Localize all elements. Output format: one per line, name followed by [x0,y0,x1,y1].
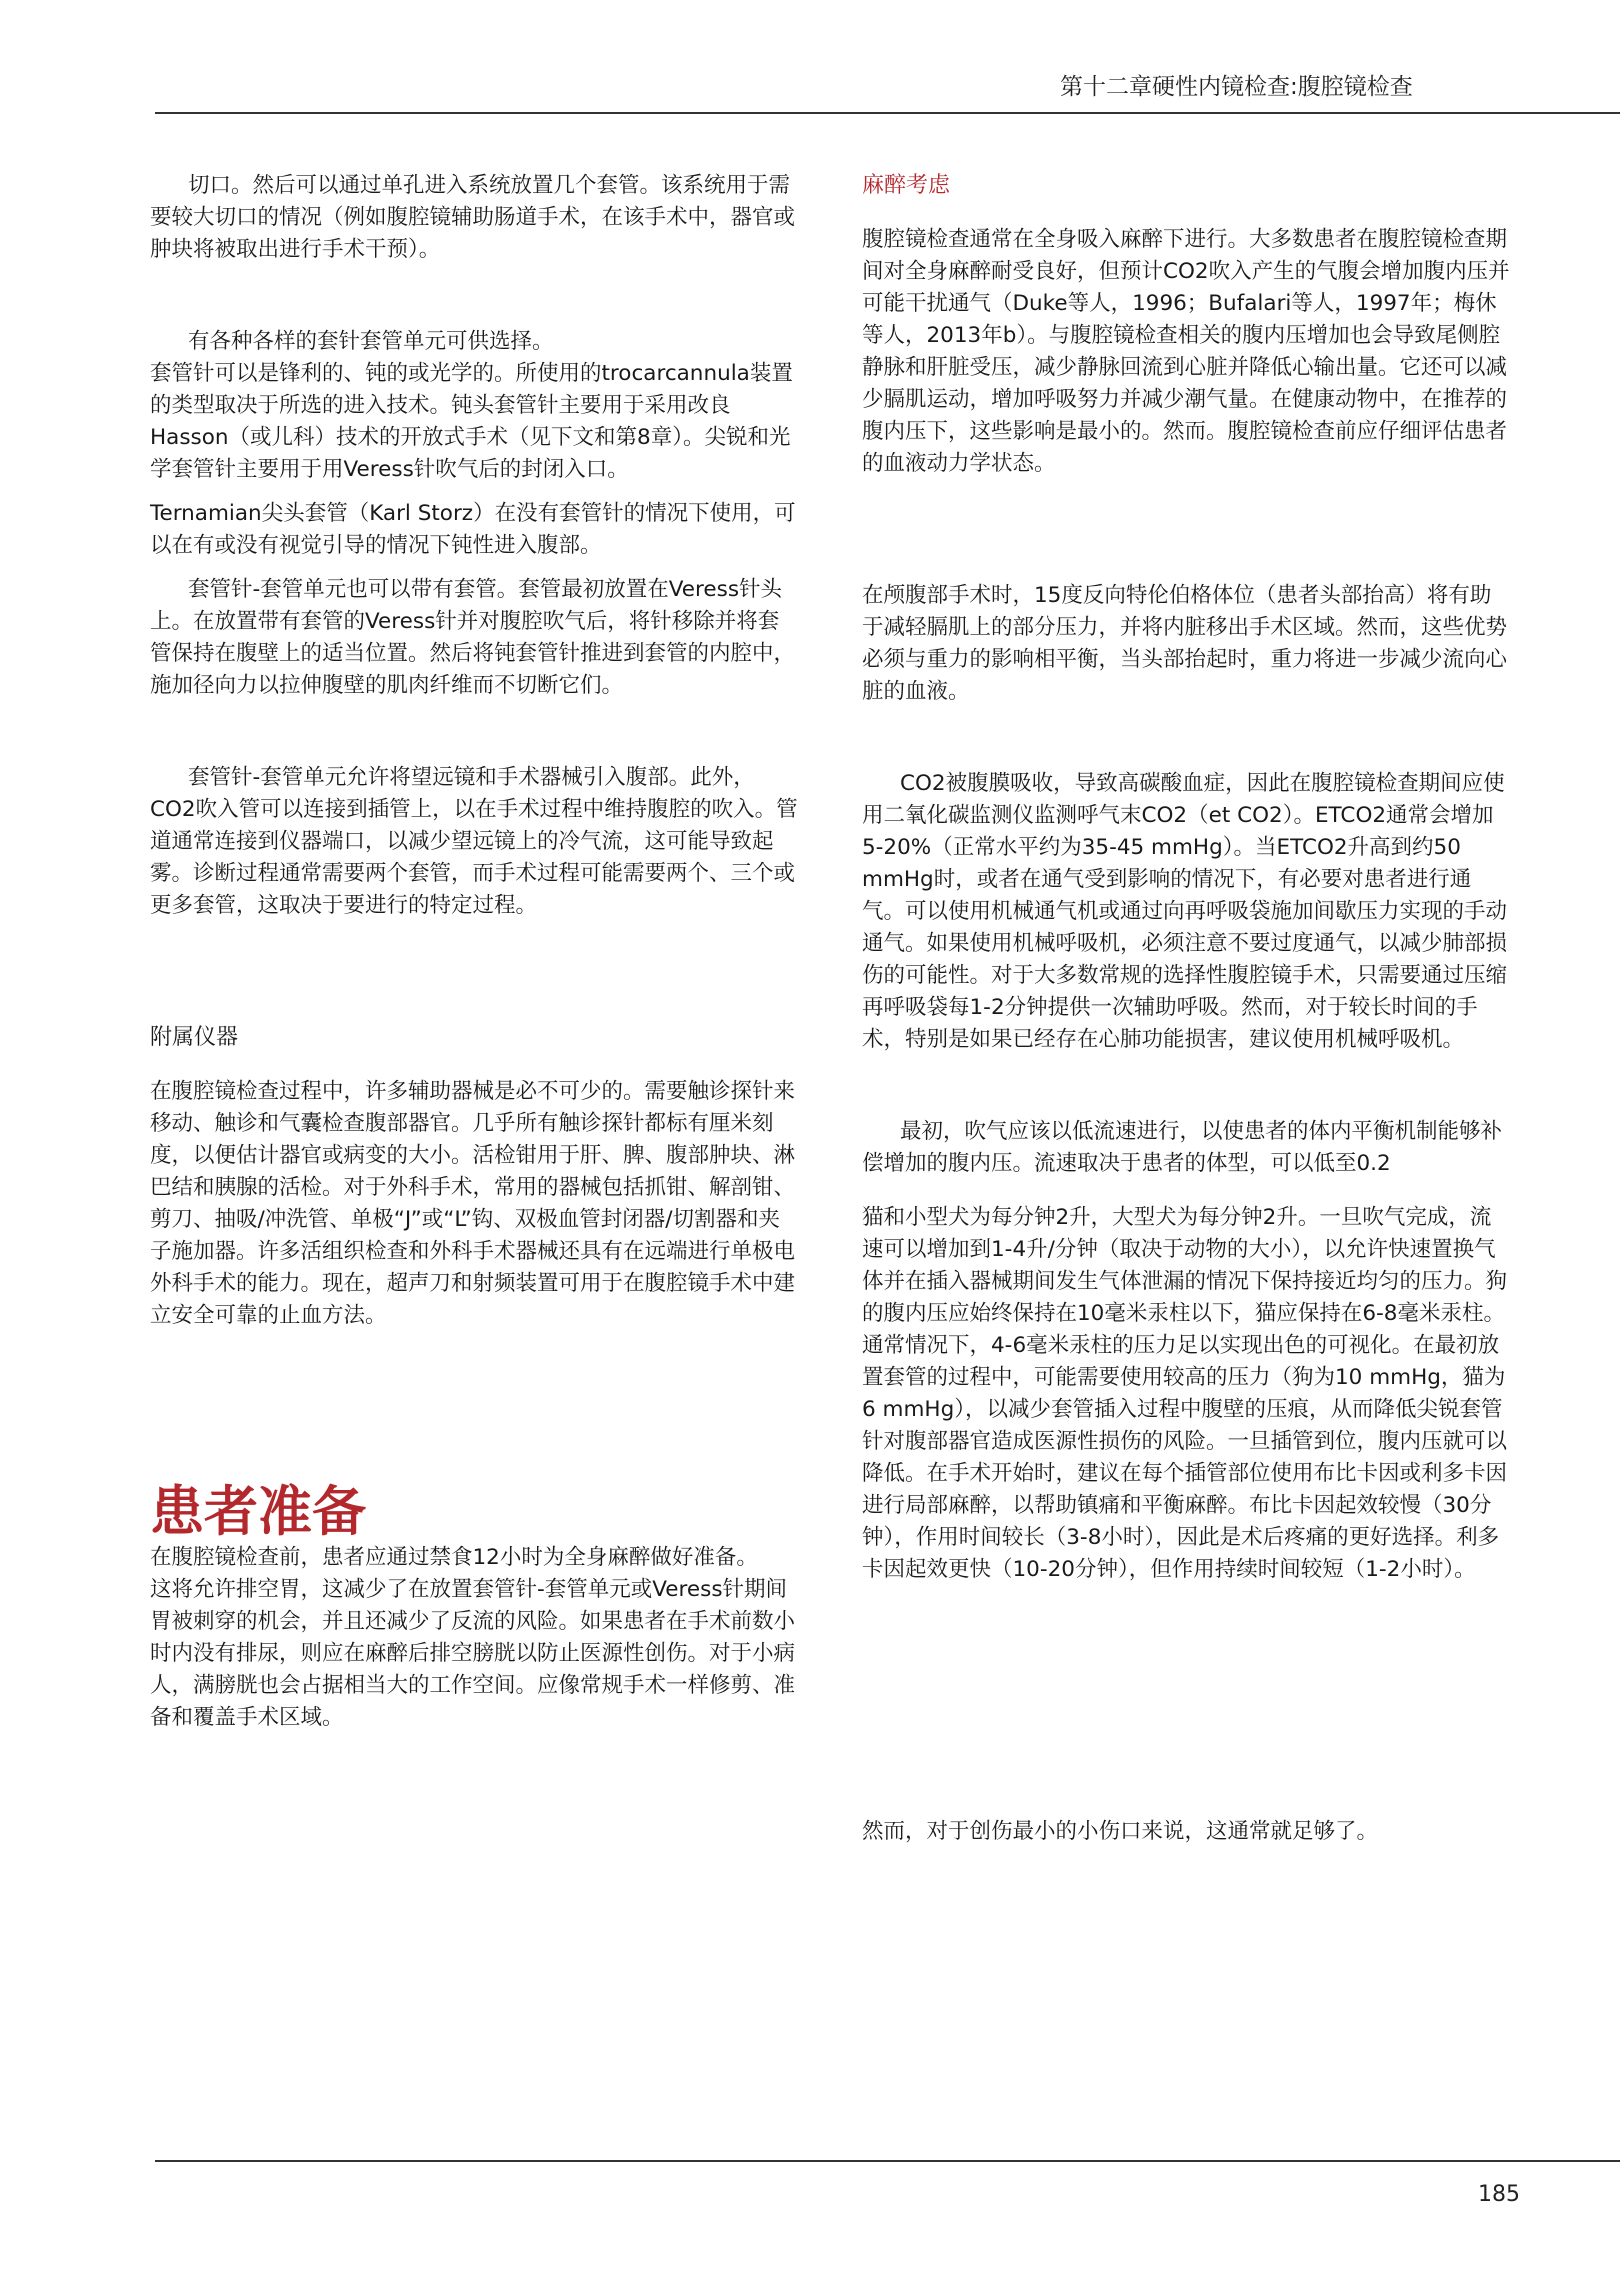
right-paragraph-5: 猫和小型犬为每分钟2升，大型犬为每分钟2升。一旦吹气完成，流速可以增加到1-4升/分钟（取决于动物的大小），以允许快速置换气体并在插入器械期间发生气体泄漏的情况下保持接近均匀的压力。狗的腹内压应始终保持在10毫米汞柱以下，猫应保持在6-8毫米汞柱。通常情况下，4-6毫米汞柱的压力足以实现出色的可视化。在最初放置套管的过程中，可能需要使用较高的压力（狗为10 mmHg，猫为6 mmHg），以减少套管插入过程中腹壁的压痕，从而降低尖锐套管针对腹部器官造成医源性损伤的风险。一旦插管到位，腹内压就可以降低。在手术开始时，建议在每个插管部位使用布比卡因或利多卡因进行局部麻醉，以帮助镇痛和平衡麻醉。布比卡因起效较慢（30分钟），作用时间较长（3-8小时），因此是术后疼痛的更好选择。利多卡因起效更快（10-20分钟），但作用持续时间较短（1-2小时）。 [862,1205,1508,1582]
footer-rule [155,2160,1620,2162]
right-column [862,170,1512,1848]
left-paragraph-6: 在腹腔镜检查过程中，许多辅助器械是必不可少的。需要触诊探针来移动、触诊和气囊检查腹部器官。几乎所有触诊探针都标有厘米刻度，以便估计器官或病变的大小。活检钳用于肝、脾、腹部肿块、淋巴结和胰腺的活检。对于外科手术，常用的器械包括抓钳、解剖钳、剪刀、抽吸/冲洗管、单极“J”或“L”钩、双极血管封闭器/切割器和夹子施加器。许多活组织检查和外科手术器械还具有在远端进行单极电外科手术的能力。现在，超声刀和射频装置可用于在腹腔镜手术中建立安全可靠的止血方法。 [150,1079,796,1328]
right-paragraph-2: 在颅腹部手术时，15度反向特伦伯格体位（患者头部抬高）将有助于减轻膈肌上的部分压力，并将内脏移出手术区域。然而，这些优势必须与重力的影响相平衡，当头部抬起时，重力将进一步减少流向心脏的血液。 [862,583,1508,704]
left-paragraph-1: 切口。然后可以通过单孔进入系统放置几个套管。该系统用于需要较大切口的情况（例如腹腔镜辅助肠道手术，在该手术中，器官或肿块将被取出进行手术干预）。 [150,173,796,262]
left-column [150,170,800,1734]
left-paragraph-3: Ternamian尖头套管（Karl Storz）在没有套管针的情况下使用，可以在有或没有视觉引导的情况下钝性进入腹部。 [150,501,796,558]
left-paragraph-2a: 有各种各样的套针套管单元可供选择。 [188,329,554,354]
left-paragraph-5: 套管针-套管单元允许将望远镜和手术器械引入腹部。此外，CO2吹入管可以连接到插管上，以在手术过程中维持腹腔的吹入。管道通常连接到仪器端口，以减少望远镜上的冷气流，这可能导致起雾。诊断过程通常需要两个套管，而手术过程可能需要两个、三个或更多套管，这取决于要进行的特定过程。 [150,765,798,918]
running-header: 第十二章硬性内镜检查:腹腔镜检查 [1060,74,1413,100]
page-number: 185 [1478,2182,1520,2207]
left-paragraph-7b: 这将允许排空胃，这减少了在放置套管针-套管单元或Veress针期间胃被刺穿的机会，并且还减少了反流的风险。如果患者在手术前数小时内没有排尿，则应在麻醉后排空膀胱以防止医源性创伤。对于小病人，满膀胱也会占据相当大的工作空间。应像常规手术一样修剪、准备和覆盖手术区域。 [150,1577,796,1730]
right-paragraph-3: CO2被腹膜吸收，导致高碳酸血症，因此在腹腔镜检查期间应使用二氧化碳监测仪监测呼气末CO2（et CO2）。ETCO2通常会增加5-20%（正常水平约为35-45 mmHg）。当ETCO2升高到约50 mmHg时，或者在通气受到影响的情况下，有必要对患者进行通气。可以使用机械通气机或通过向再呼吸袋施加间歇压力实现的手动通气。如果使用机械呼吸机，必须注意不要过度通气，以减少肺部损伤的可能性。对于大多数常规的选择性腹腔镜手术，只需要通过压缩再呼吸袋每1-2分钟提供一次辅助呼吸。然而，对于较长时间的手术，特别是如果已经存在心肺功能损害，建议使用机械呼吸机。 [862,771,1508,1052]
left-paragraph-2b: 套管针可以是锋利的、钝的或光学的。所使用的trocarcannula装置的类型取决于所选的进入技术。钝头套管针主要用于采用改良Hasson（或儿科）技术的开放式手术（见下文和第8章）。尖锐和光学套管针主要用于用Veress针吹气后的封闭入口。 [150,361,793,482]
section-heading-anesthesia: 麻醉考虑 [862,173,951,198]
right-paragraph-4: 最初，吹气应该以低流速进行，以使患者的体内平衡机制能够补偿增加的腹内压。流速取决于患者的体型，可以低至0.2 [862,1119,1503,1176]
header-rule [155,112,1620,114]
right-paragraph-1: 腹腔镜检查通常在全身吸入麻醉下进行。大多数患者在腹腔镜检查期间对全身麻醉耐受良好，但预计CO2吹入产生的气腹会增加腹内压并可能干扰通气（Duke等人，1996；Bufalari等人，1997年；梅休等人，2013年b）。与腹腔镜检查相关的腹内压增加也会导致尾侧腔静脉和肝脏受压，减少静脉回流到心脏并降低心输出量。它还可以减少膈肌运动，增加呼吸努力并减少潮气量。在健康动物中，在推荐的腹内压下，这些影响是最小的。然而。腹腔镜检查前应仔细评估患者的血液动力学状态。 [862,227,1510,476]
section-heading-patient-preparation: 患者准备 [150,1480,366,1543]
section-heading-accessories: 附属仪器 [150,1025,239,1050]
left-paragraph-7a: 在腹腔镜检查前，患者应通过禁食12小时为全身麻醉做好准备。 [150,1545,758,1570]
left-paragraph-4: 套管针-套管单元也可以带有套管。套管最初放置在Veress针头上。在放置带有套管的Veress针并对腹腔吹气后，将针移除并将套管保持在腹壁上的适当位置。然后将钝套管针推进到套管的内腔中，施加径向力以拉伸腹壁的肌肉纤维而不切断它们。 [150,577,796,698]
right-paragraph-6: 然而，对于创伤最小的小伤口来说，这通常就足够了。 [862,1819,1379,1844]
